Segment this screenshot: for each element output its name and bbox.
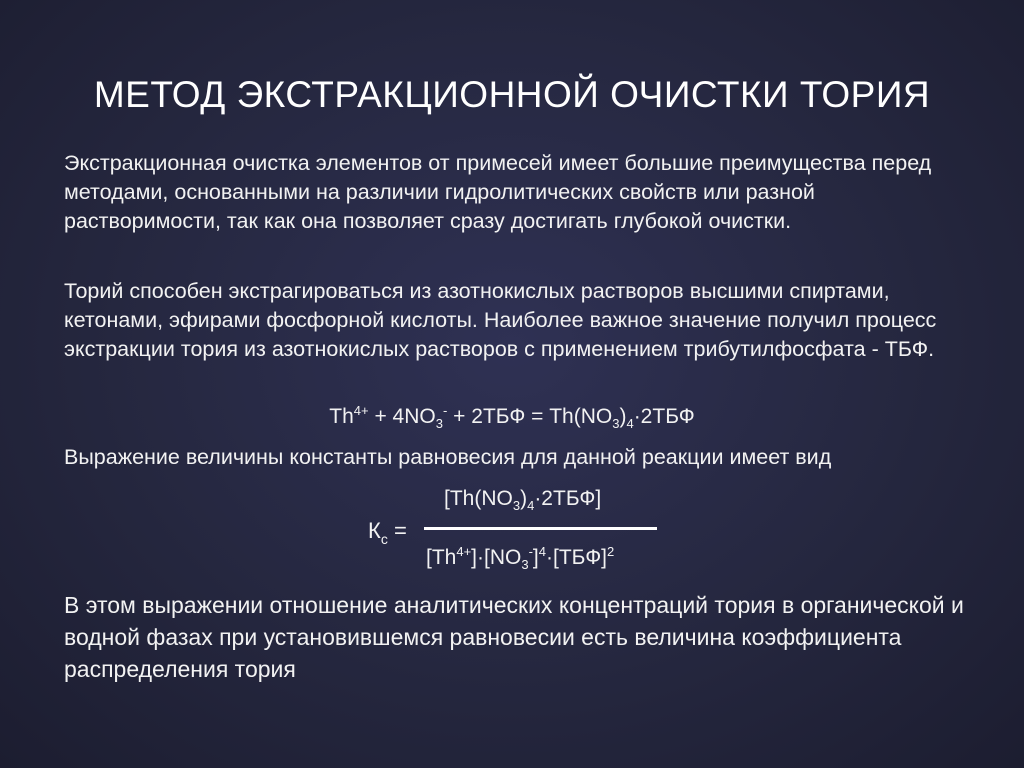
numerator-part-c: ·2ТБФ] — [534, 487, 602, 510]
numerator-subscript-3: 3 — [512, 498, 521, 513]
paragraph-distribution-coefficient: В этом выражении отношение аналитических концентраций тория в органической и водной фазах при установившемся равновесии есть величина коэффициента распределения тория — [64, 592, 964, 682]
numerator-part-a: [Th(NO — [444, 487, 513, 510]
fraction-line — [424, 527, 657, 530]
kc-label — [368, 518, 407, 547]
numerator-subscript-4: 4 — [527, 498, 535, 513]
kc-denominator — [426, 546, 614, 570]
kc-numerator — [444, 487, 601, 511]
kc-subscript: c — [380, 531, 388, 547]
reaction-plus-no3: + 4NO — [368, 405, 436, 428]
paragraph-equilibrium-constant: Выражение величины константы равновесия для данной реакции имеет вид — [64, 445, 832, 469]
denominator-part-a: [Th — [426, 546, 457, 569]
reaction-product-tail: ·2ТБФ — [633, 405, 695, 428]
denominator-th-charge: 4+ — [456, 544, 472, 559]
reaction-equation — [0, 405, 1024, 429]
reaction-th-charge: 4+ — [353, 403, 369, 418]
reaction-product-close: ) — [619, 405, 627, 428]
reaction-no3-subscript: 3 — [435, 416, 443, 431]
paragraph-advantages: Экстракционная очистка элементов от примесей имеет большие преимущества перед методами, основанными на различии гидролитических свойств или разной растворимости, так как она позволяет сразу достигать глубокой очистки. — [64, 151, 932, 233]
reaction-th: Th — [329, 405, 354, 428]
reaction-product-subscript-3: 3 — [612, 416, 620, 431]
denominator-no3-charge: - — [528, 544, 533, 559]
slide-title: МЕТОД ЭКСТРАКЦИОННОЙ ОЧИСТКИ ТОРИЯ — [93, 74, 931, 115]
denominator-no3-subscript: 3 — [521, 557, 529, 572]
denominator-part-d: ·[ТБФ] — [546, 546, 608, 569]
denominator-power-4: 4 — [538, 544, 546, 559]
paragraph-thorium-extraction: Торий способен экстрагироваться из азотнокислых растворов высшими спиртами, кетонами, эфирами фосфорной кислоты. Наиболее важное значение получил процесс экстракции тория из азотнокислых растворов с применением трибутилфосфата - ТБФ. — [64, 279, 937, 361]
numerator-part-b: ) — [520, 487, 528, 510]
denominator-power-2: 2 — [607, 544, 615, 559]
kc-symbol: К — [368, 518, 381, 543]
kc-equals: = — [387, 518, 407, 543]
reaction-plus-tbf-product: + 2ТБФ = Th(NO — [447, 405, 613, 428]
reaction-no3-charge: - — [442, 403, 448, 418]
denominator-part-b: ]·[NO — [471, 546, 522, 569]
reaction-product-subscript-4: 4 — [626, 416, 634, 431]
denominator-part-c: ] — [532, 546, 539, 569]
